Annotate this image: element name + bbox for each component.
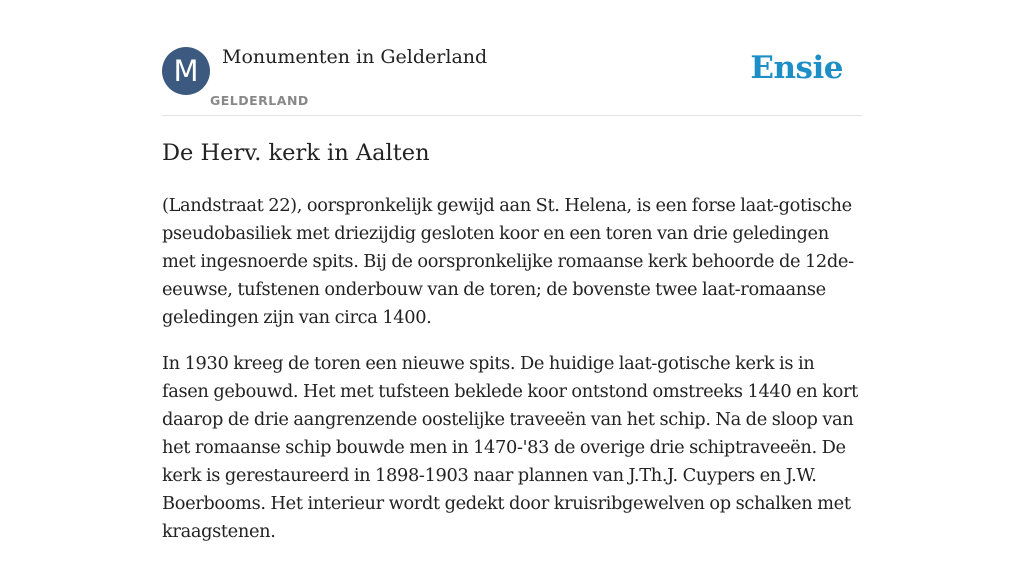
article-paragraph: (Landstraat 22), oorspronkelijk gewijd aan St. Helena, is een forse laat-gotische pseudobasiliek met driezijdig gesloten koor en een toren van drie geledingen met ingesnoerde spits. Bij de oorspronkelijke romaanse kerk behoorde de 12de-eeuwse, tufstenen onderbouw van de toren; de bovenste twee laat-romaanse geledingen zijn van circa 1400. — [162, 195, 854, 328]
article-paragraph: In 1930 kreeg de toren een nieuwe spits. De huidige laat-gotische kerk is in fasen gebouwd. Het met tufsteen beklede koor ontstond omstreeks 1440 en kort daarop de drie aangrenzende oostelijke traveeën van het schip. Na de sloop van het romaanse schip bouwde men in 1470-'83 de overige drie schiptraveeën. De kerk is gerestaureerd in 1898-1903 naar plannen van J.Th.J. Cuypers en J.W. Boerbooms. Het interieur wordt gedekt door kruisribgewelven op schalken met kraagstenen. — [162, 353, 858, 542]
article-body — [162, 192, 862, 564]
avatar[interactable]: M — [162, 47, 210, 95]
page — [162, 0, 862, 542]
brand-logo[interactable]: Ensie — [750, 50, 843, 86]
site-header — [162, 0, 862, 116]
article-title: De Herv. kerk in Aalten — [162, 140, 430, 166]
category-label[interactable]: GELDERLAND — [210, 93, 309, 108]
site-title[interactable]: Monumenten in Gelderland — [222, 46, 488, 68]
